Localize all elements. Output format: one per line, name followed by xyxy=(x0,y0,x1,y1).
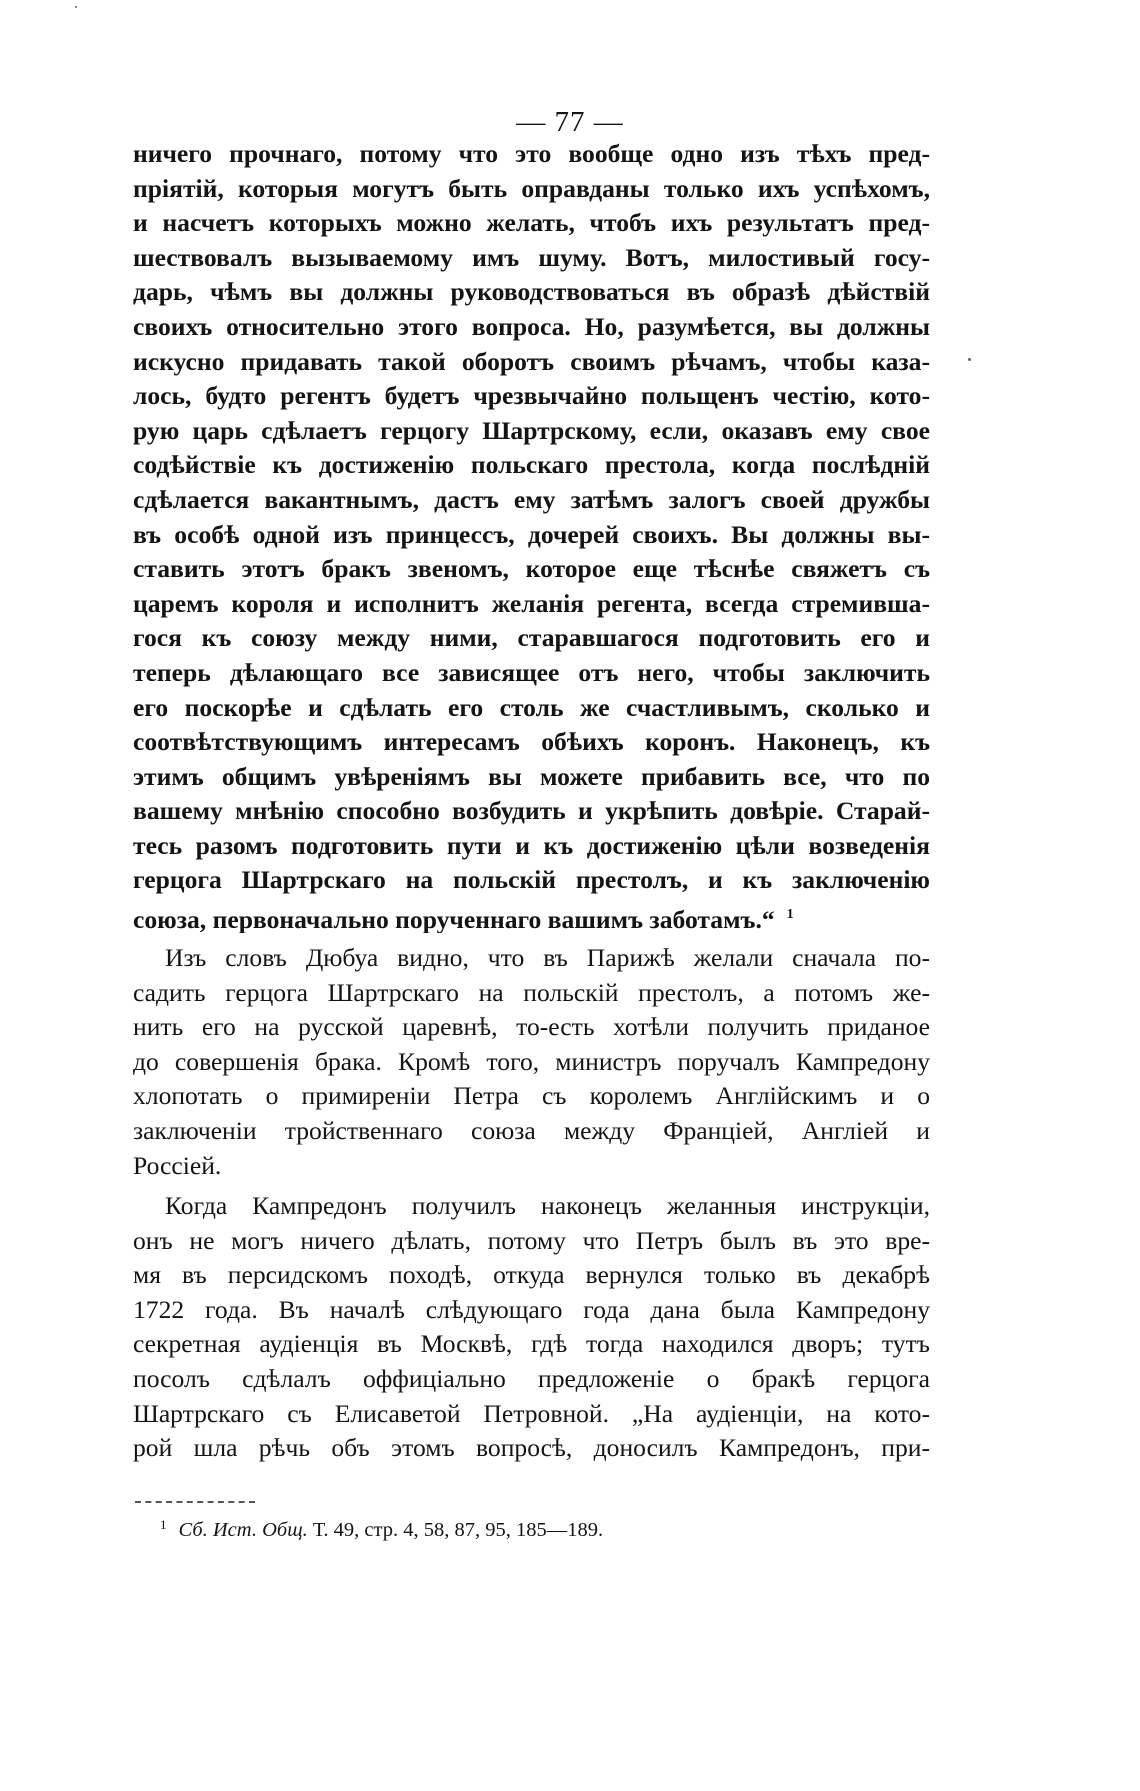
text-line: содѣйствіе къ достиженію польскаго престола, когда послѣдній xyxy=(133,450,930,480)
text-line: искусно придавать такой оборотъ своимъ рѣчамъ, чтобы каза- xyxy=(133,346,930,376)
text-line: этимъ общимъ увѣреніямъ вы можете прибавить все, что по xyxy=(133,761,930,791)
text-line: садить герцога Шартрскаго на польскій престолъ, а потомъ же- xyxy=(133,977,930,1007)
text-line: посолъ сдѣлалъ оффиціально предложеніе о бракѣ герцога xyxy=(133,1363,930,1393)
text-line: соотвѣтствующимъ интересамъ обѣихъ коронъ. Наконецъ, къ xyxy=(133,727,930,757)
text-line xyxy=(133,898,930,933)
text-line: въ особѣ одной изъ принцессъ, дочерей своихъ. Вы должны вы- xyxy=(133,519,930,549)
text-line: сдѣлается вакантнымъ, дастъ ему затѣмъ залогъ своей дружбы xyxy=(133,484,930,514)
text-line: мя въ персидскомъ походѣ, откуда вернулся только въ декабрѣ xyxy=(133,1260,930,1290)
text-line: 1722 года. Въ началѣ слѣдующаго года дана была Кампредону xyxy=(133,1294,930,1324)
text-line: пріятій, которыя могутъ быть оправданы только ихъ успѣхомъ, xyxy=(133,173,930,203)
footnote-reference: 1 xyxy=(786,907,794,923)
footnote-reference-text: Т. 49, стр. 4, 58, 87, 95, 185—189. xyxy=(312,1519,604,1541)
text-line: тесь разомъ подготовить пути и къ достиженію цѣли возведенія xyxy=(133,830,930,860)
text-line: нить его на русской царевнѣ, то-есть хотѣли получить приданое xyxy=(133,1012,930,1042)
text-line: гося къ союзу между ними, старавшагося подготовить его и xyxy=(133,623,930,653)
text-line: рую царь сдѣлаетъ герцогу Шартрскому, если, оказавъ ему свое xyxy=(133,415,930,445)
text-line: и насчетъ которыхъ можно желать, чтобъ ихъ результатъ пред- xyxy=(133,208,930,238)
text-line: хлопотать о примиреніи Петра съ королемъ Англійскимъ и о xyxy=(133,1081,930,1111)
text-line: лось, будто регентъ будетъ чрезвычайно польщенъ честію, кото- xyxy=(133,381,930,411)
footnote xyxy=(160,1517,603,1542)
footnote-divider xyxy=(135,1501,255,1503)
text-line: ставить этотъ бракъ звеномъ, которое еще тѣснѣе свяжетъ съ xyxy=(133,554,930,584)
text-line: до совершенія брака. Кромѣ того, министръ поручалъ Кампредону xyxy=(133,1046,930,1076)
text-line: своихъ относительно этого вопроса. Но, разумѣется, вы должны xyxy=(133,311,930,341)
scan-speck xyxy=(968,358,971,361)
paragraph-quote-continuation xyxy=(133,137,930,933)
text-line: шествовалъ вызываемому имъ шуму. Вотъ, милостивый госу- xyxy=(133,242,930,272)
text-line: рой шла рѣчь объ этомъ вопросѣ, доносилъ Кампредонъ, при- xyxy=(133,1433,930,1463)
scan-speck xyxy=(75,6,77,8)
text-line: его поскорѣе и сдѣлать его столь же счастливымъ, сколько и xyxy=(133,692,930,722)
paragraph-dubois xyxy=(133,941,930,1183)
text-line: секретная аудіенція въ Москвѣ, гдѣ тогда находился дворъ; тутъ xyxy=(133,1329,930,1359)
text-line: Шартрскаго съ Елисаветой Петровной. „На аудіенціи, на кото- xyxy=(133,1398,930,1428)
footnote-marker: 1 xyxy=(160,1517,167,1532)
footnote-source: Сб. Ист. Общ. xyxy=(178,1519,308,1541)
text-line: ничего прочнаго, потому что это вообще одно изъ тѣхъ пред- xyxy=(133,139,930,168)
text-line: Россіей. xyxy=(133,1150,222,1180)
text-line-content: союза, первоначально порученнаго вашимъ заботамъ.“ xyxy=(133,905,775,933)
text-line: дарь, чѣмъ вы должны руководствоваться въ образѣ дѣйствій xyxy=(133,277,930,307)
text-line: Когда Кампредонъ получилъ наконецъ желанныя инструкціи, xyxy=(165,1191,930,1220)
paragraph-campredon xyxy=(133,1189,930,1466)
text-line: заключеніи тройственнаго союза между Франціей, Англіей и xyxy=(133,1115,930,1145)
text-line: царемъ короля и исполнитъ желанія регента, всегда стремивша- xyxy=(133,588,930,618)
text-line: герцога Шартрскаго на польскій престолъ, и къ заключенію xyxy=(133,865,930,895)
text-line: теперь дѣлающаго все зависящее отъ него, чтобы заключить xyxy=(133,657,930,687)
text-line: вашему мнѣнію способно возбудить и укрѣпить довѣріе. Старай- xyxy=(133,796,930,826)
text-line: Изъ словъ Дюбуа видно, что въ Парижѣ желали сначала по- xyxy=(165,943,930,972)
text-line: онъ не могъ ничего дѣлать, потому что Петръ былъ въ это вре- xyxy=(133,1225,930,1255)
page-number: — 77 — xyxy=(516,106,624,138)
